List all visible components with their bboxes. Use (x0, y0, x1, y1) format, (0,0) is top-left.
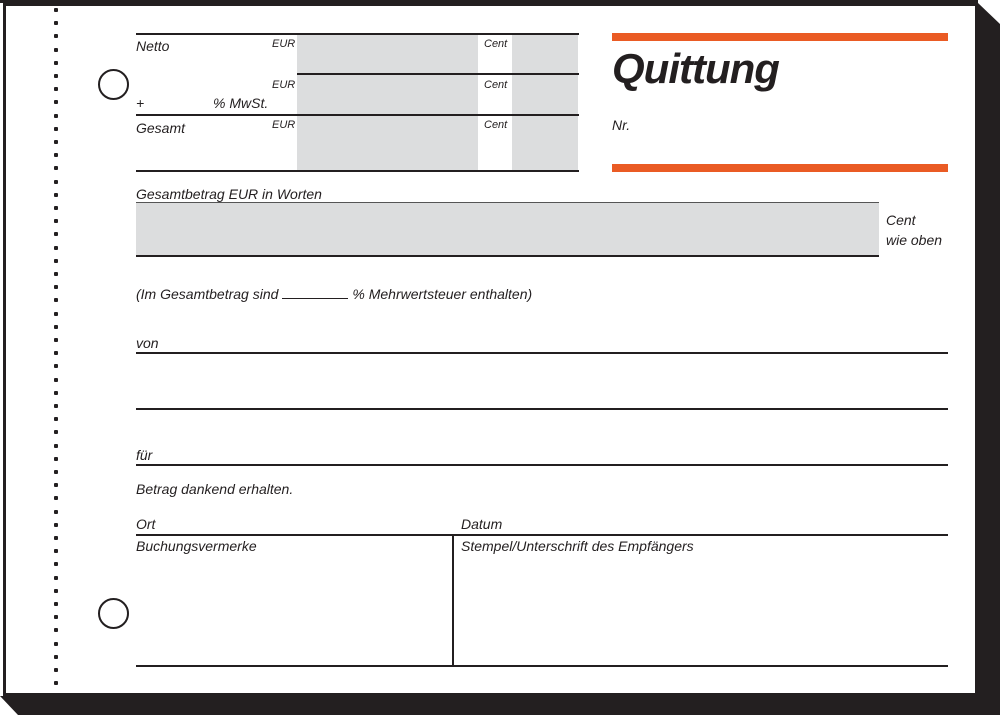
binder-hole-bottom (98, 598, 129, 629)
perforation-dot (54, 576, 58, 580)
perforation-dot (54, 351, 58, 355)
amount-in-words-field[interactable] (136, 203, 879, 255)
place-field[interactable] (160, 512, 450, 533)
perforation-dot (54, 378, 58, 382)
perforation-dot (54, 655, 58, 659)
booking-notes-field[interactable] (136, 556, 450, 662)
perforation-dot (54, 681, 58, 685)
perforation-dot (54, 193, 58, 197)
perforation-dot (54, 668, 58, 672)
perforation-dot (54, 536, 58, 540)
perforation-dot (54, 166, 58, 170)
vat-cent-label: Cent (484, 79, 508, 91)
from-field[interactable] (165, 330, 945, 352)
accent-bar-top (612, 33, 948, 41)
perforation-dot (54, 74, 58, 78)
for-field[interactable] (160, 442, 945, 464)
date-field[interactable] (510, 512, 945, 533)
perforation-dot (54, 470, 58, 474)
perforation-dot (54, 589, 58, 593)
perforation-dot (54, 615, 58, 619)
amount-in-words-bottom-rule (136, 255, 879, 257)
netto-currency-label: EUR (272, 38, 296, 50)
cent-field-column[interactable] (512, 34, 578, 171)
place-label: Ort (136, 516, 156, 532)
perforation-dot (54, 246, 58, 250)
perforation-dot (54, 483, 58, 487)
perforation-dot (54, 21, 58, 25)
perforation-dot (54, 272, 58, 276)
table-row2-rule (136, 114, 579, 116)
binder-hole-top (98, 69, 129, 100)
perforation-dot (54, 457, 58, 461)
perforation-line (54, 8, 58, 693)
perforation-dot (54, 364, 58, 368)
perforation-dot (54, 285, 58, 289)
from-label: von (136, 335, 159, 351)
gesamt-currency-label: EUR (272, 119, 296, 131)
receipt-number-label: Nr. (612, 117, 631, 133)
vat-included-suffix: % Mehrwertsteuer enthalten) (352, 286, 533, 302)
perforation-dot (54, 642, 58, 646)
perforation-dot (54, 34, 58, 38)
bottom-boxes-divider (452, 535, 454, 666)
booking-notes-label: Buchungsvermerke (136, 538, 257, 554)
for-label: für (136, 447, 153, 463)
perforation-dot (54, 444, 58, 448)
perforation-dot (54, 496, 58, 500)
perforation-dot (54, 298, 58, 302)
table-top-rule (136, 33, 579, 35)
cent-note-line1: Cent (886, 212, 916, 228)
perforation-dot (54, 153, 58, 157)
perforation-dot (54, 127, 58, 131)
perforation-dot (54, 523, 58, 527)
perforation-dot (54, 404, 58, 408)
perforation-dot (54, 430, 58, 434)
stamp-signature-label: Stempel/Unterschrift des Empfängers (461, 538, 694, 554)
from-rule (136, 352, 948, 354)
cent-note-line2: wie oben (886, 232, 943, 248)
netto-label: Netto (136, 38, 170, 54)
perforation-dot (54, 206, 58, 210)
perforation-dot (54, 140, 58, 144)
perforation-dot (54, 8, 58, 12)
perforation-dot (54, 100, 58, 104)
vat-included-prefix: (Im Gesamtbetrag sind (136, 286, 279, 302)
place-date-rule (136, 534, 948, 536)
for-rule (136, 464, 948, 466)
perforation-dot (54, 628, 58, 632)
table-bottom-rule (136, 170, 579, 172)
vat-percent-label: % MwSt. (213, 95, 269, 111)
perforation-dot (54, 61, 58, 65)
form-title: Quittung (612, 45, 779, 92)
perforation-dot (54, 338, 58, 342)
netto-cent-label: Cent (484, 38, 508, 50)
receipt-number-field[interactable] (640, 110, 940, 136)
stamp-signature-field[interactable] (456, 556, 946, 662)
gesamt-label: Gesamt (136, 120, 186, 136)
vat-currency-label: EUR (272, 79, 296, 91)
date-label: Datum (461, 516, 503, 532)
perforation-dot (54, 219, 58, 223)
perforation-dot (54, 259, 58, 263)
perforation-dot (54, 549, 58, 553)
eur-field-column[interactable] (297, 34, 478, 171)
perforation-dot (54, 180, 58, 184)
from-field-line2[interactable] (136, 385, 948, 407)
perforation-dot (54, 312, 58, 316)
vat-percent-blank[interactable] (282, 286, 348, 299)
bottom-boxes-rule (136, 665, 948, 667)
gesamt-cent-label: Cent (484, 119, 508, 131)
perforation-dot (54, 232, 58, 236)
perforation-dot (54, 510, 58, 514)
perforation-dot (54, 114, 58, 118)
perforation-dot (54, 417, 58, 421)
vat-included-sentence (136, 286, 532, 301)
accent-bar-bottom (612, 164, 948, 172)
table-row1-rule (297, 73, 579, 75)
perforation-dot (54, 48, 58, 52)
perforation-dot (54, 87, 58, 91)
perforation-dot (54, 325, 58, 329)
received-text: Betrag dankend erhalten. (136, 481, 294, 497)
amount-in-words-label: Gesamtbetrag EUR in Worten (136, 186, 322, 202)
plus-sign: + (136, 95, 145, 111)
perforation-dot (54, 391, 58, 395)
perforation-dot (54, 562, 58, 566)
perforation-dot (54, 602, 58, 606)
from-rule-2 (136, 408, 948, 410)
